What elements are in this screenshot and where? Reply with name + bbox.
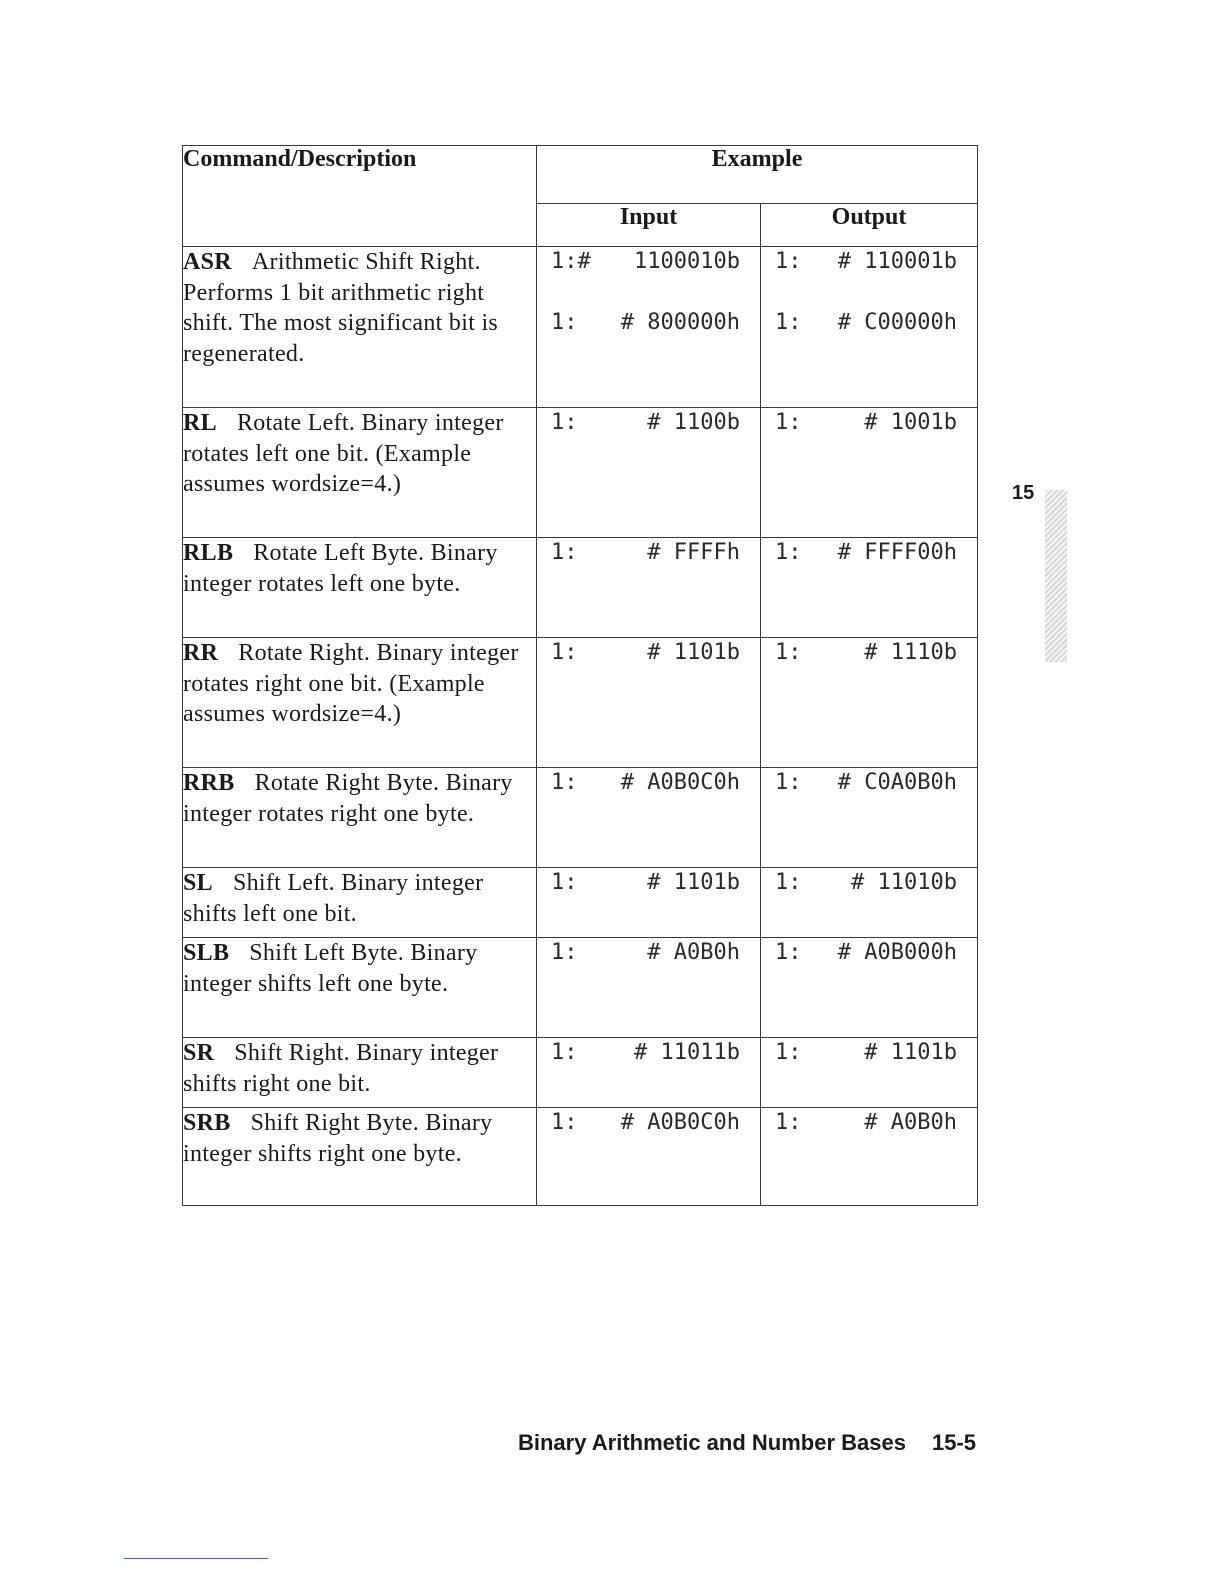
stack-level: 1: xyxy=(551,1110,578,1135)
output-example-cell xyxy=(761,538,978,638)
stack-line xyxy=(537,1108,760,1138)
command-description-cell xyxy=(183,768,537,868)
stack-value: # C00000h xyxy=(837,310,958,335)
input-example-cell xyxy=(537,1038,761,1108)
header-example: Example xyxy=(537,146,978,204)
stack-value: 1100010b xyxy=(634,249,740,274)
stack-level: 1: xyxy=(775,870,802,895)
command-description-cell xyxy=(183,868,537,938)
stack-value: # A0B0h xyxy=(647,940,740,965)
command-description-cell xyxy=(183,638,537,768)
stack-level: 1: xyxy=(551,940,578,965)
stack-value: # FFFF00h xyxy=(837,540,958,565)
stack-value: # 1101b xyxy=(647,870,740,895)
stack-value: # 1101b xyxy=(647,640,740,665)
command-table xyxy=(182,145,978,1206)
table-row xyxy=(183,1038,978,1108)
command-description: Shift Left Byte. Binary integer shifts left one byte. xyxy=(183,940,478,997)
stack-value: # 1001b xyxy=(864,410,958,435)
output-example-cell xyxy=(761,868,978,938)
command-description-cell xyxy=(183,408,537,538)
stack-line xyxy=(537,1038,760,1068)
stack-level: 1:# xyxy=(551,249,591,274)
command-name: RLB xyxy=(183,540,234,566)
command-description: Rotate Left. Binary integer rotates left one bit. (Example assumes wordsize=4.) xyxy=(183,410,504,497)
table-row xyxy=(183,247,978,408)
command-name: RL xyxy=(183,410,217,436)
table-row xyxy=(183,1108,978,1206)
command-description: Rotate Right. Binary integer rotates right one bit. (Example assumes wordsize=4.) xyxy=(183,640,519,727)
stack-line xyxy=(761,247,977,277)
stack-level: 1: xyxy=(551,310,578,335)
stack-line xyxy=(537,638,760,668)
stack-value: # 110001b xyxy=(837,249,958,274)
command-description-cell xyxy=(183,247,537,408)
stack-level: 1: xyxy=(775,1110,802,1135)
command-name: ASR xyxy=(183,249,232,275)
command-description: Shift Left. Binary integer shifts left one bit. xyxy=(183,870,484,927)
table-row xyxy=(183,938,978,1038)
stack-level: 1: xyxy=(775,540,802,565)
stack-line xyxy=(761,538,977,568)
input-example-cell xyxy=(537,408,761,538)
bottom-rule xyxy=(124,1558,268,1559)
stack-value: # A0B0C0h xyxy=(620,1110,740,1135)
stack-value: # A0B0C0h xyxy=(620,770,740,795)
table-row xyxy=(183,868,978,938)
stack-level: 1: xyxy=(551,640,578,665)
input-example-cell xyxy=(537,1108,761,1206)
stack-line xyxy=(761,1038,977,1068)
stack-line xyxy=(537,938,760,968)
stack-line xyxy=(537,868,760,898)
table-row xyxy=(183,408,978,538)
command-description: Arithmetic Shift Right. Performs 1 bit arithmetic right shift. The most significant bit is regenerated. xyxy=(183,249,499,367)
command-description: Rotate Right Byte. Binary integer rotates right one byte. xyxy=(183,770,513,827)
stack-line xyxy=(761,768,977,798)
stack-line xyxy=(537,408,760,438)
stack-level: 1: xyxy=(551,770,578,795)
output-example-cell xyxy=(761,247,978,408)
table-row xyxy=(183,768,978,868)
input-example-cell xyxy=(537,938,761,1038)
table-row xyxy=(183,538,978,638)
command-description-cell xyxy=(183,538,537,638)
stack-value: # 800000h xyxy=(620,310,740,335)
stack-line xyxy=(761,938,977,968)
stack-value: # A0B0h xyxy=(864,1110,958,1135)
input-example-cell xyxy=(537,868,761,938)
header-output: Output xyxy=(761,204,978,247)
stack-line xyxy=(761,638,977,668)
command-description: Rotate Left Byte. Binary integer rotates left one byte. xyxy=(183,540,498,597)
output-example-cell xyxy=(761,638,978,768)
header-command-description: Command/Description xyxy=(183,146,537,247)
command-description-cell xyxy=(183,1038,537,1108)
table-body xyxy=(183,247,978,1206)
command-name: RR xyxy=(183,640,219,666)
table-row xyxy=(183,638,978,768)
stack-line xyxy=(537,247,760,277)
stack-value: # 11011b xyxy=(634,1040,740,1065)
stack-level: 1: xyxy=(775,410,802,435)
footer-title: Binary Arithmetic and Number Bases xyxy=(517,1430,906,1455)
input-example-cell xyxy=(537,638,761,768)
command-name: SR xyxy=(183,1040,215,1066)
page-number: 15-5 xyxy=(931,1430,976,1455)
stack-value: # 1101b xyxy=(864,1040,958,1065)
header-input: Input xyxy=(537,204,761,247)
command-description-cell xyxy=(183,938,537,1038)
stack-level: 1: xyxy=(775,310,802,335)
command-name: RRB xyxy=(183,770,235,796)
stack-line xyxy=(537,308,760,338)
command-name: SRB xyxy=(183,1110,231,1136)
input-example-cell xyxy=(537,538,761,638)
stack-level: 1: xyxy=(775,940,802,965)
stack-level: 1: xyxy=(551,1040,578,1065)
stack-level: 1: xyxy=(551,870,578,895)
stack-level: 1: xyxy=(551,410,578,435)
stack-line xyxy=(761,868,977,898)
stack-value: # FFFFh xyxy=(647,540,740,565)
chapter-edge-marker xyxy=(1045,490,1067,662)
output-example-cell xyxy=(761,1038,978,1108)
output-example-cell xyxy=(761,408,978,538)
stack-value: # A0B000h xyxy=(837,940,958,965)
stack-line xyxy=(761,308,977,338)
page-footer xyxy=(518,1430,976,1456)
stack-level: 1: xyxy=(775,1040,802,1065)
stack-level: 1: xyxy=(775,640,802,665)
stack-level: 1: xyxy=(551,540,578,565)
stack-value: # 1110b xyxy=(864,640,958,665)
output-example-cell xyxy=(761,768,978,868)
output-example-cell xyxy=(761,938,978,1038)
input-example-cell xyxy=(537,247,761,408)
command-description: Shift Right Byte. Binary integer shifts right one byte. xyxy=(183,1110,493,1167)
stack-line xyxy=(537,768,760,798)
stack-line xyxy=(761,408,977,438)
stack-level: 1: xyxy=(775,249,802,274)
stack-value: # 1100b xyxy=(647,410,740,435)
command-description: Shift Right. Binary integer shifts right one bit. xyxy=(183,1040,499,1097)
table-header xyxy=(183,146,978,247)
command-name: SL xyxy=(183,870,213,896)
stack-line xyxy=(537,538,760,568)
chapter-tab: 15 xyxy=(1012,482,1035,504)
output-example-cell xyxy=(761,1108,978,1206)
command-name: SLB xyxy=(183,940,230,966)
stack-line xyxy=(761,1108,977,1138)
input-example-cell xyxy=(537,768,761,868)
stack-value: # 11010b xyxy=(851,870,958,895)
stack-level: 1: xyxy=(775,770,802,795)
command-description-cell xyxy=(183,1108,537,1206)
stack-value: # C0A0B0h xyxy=(837,770,958,795)
